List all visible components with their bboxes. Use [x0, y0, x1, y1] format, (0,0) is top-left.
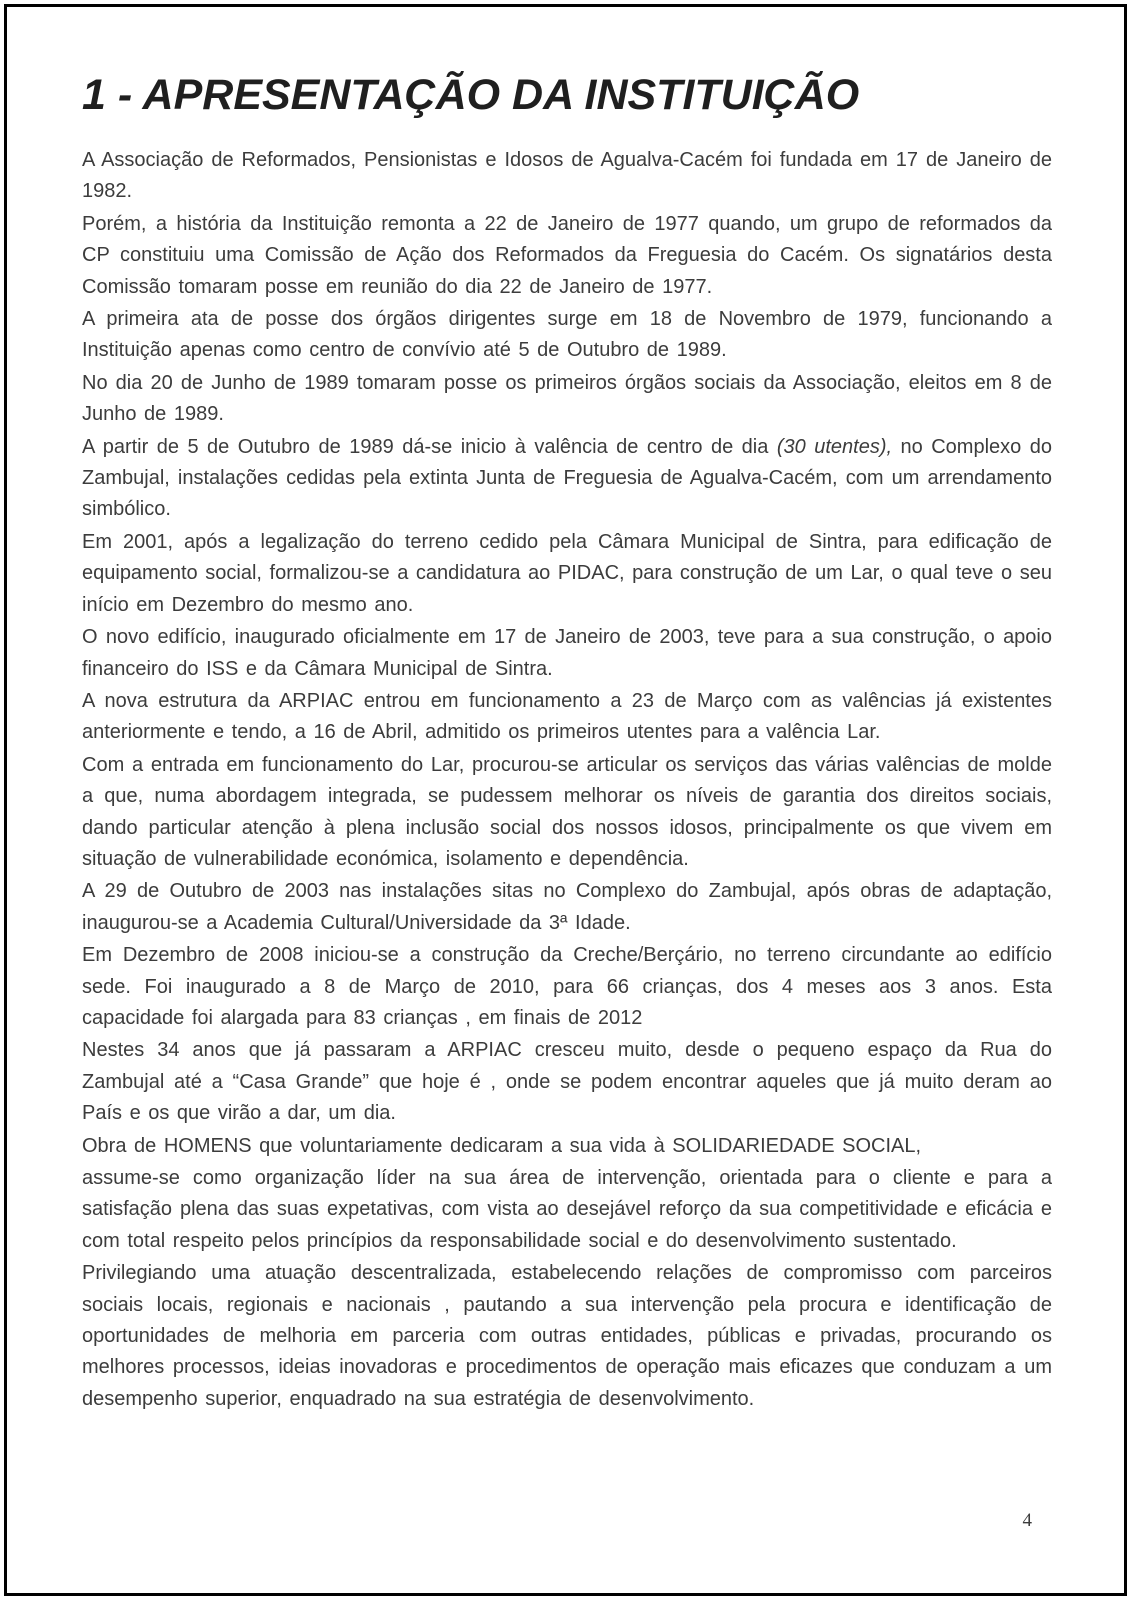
page-number: 4	[1022, 1510, 1032, 1531]
paragraph-centro-de-dia-post: no Complexo do Zambujal, instalações cedidas pela extinta Junta de Freguesia de Agualva-Cacém, com um arrendamento simbólico.	[82, 435, 1052, 521]
paragraph-arpiac-structure: A nova estrutura da ARPIAC entrou em funcionamento a 23 de Março com as valências já existentes anteriormente e tendo, a 16 de Abril, admitido os primeiros utentes para a valência Lar.	[82, 689, 1052, 744]
paragraph-creche: Em Dezembro de 2008 iniciou-se a construção da Creche/Berçário, no terreno circundante ao edifício sede. Foi inaugurado a 8 de Março de 2010, para 66 crianças, dos 4 meses aos 3 anos. Esta capacidade foi alargada para 83 crianças , em finais de 2012	[82, 944, 1052, 1029]
paragraph-centro-de-dia-pre: A partir de 5 de Outubro de 1989 dá-se inicio à valência de centro de dia	[82, 435, 777, 458]
paragraph-first-organs: No dia 20 de Junho de 1989 tomaram posse os primeiros órgãos sociais da Associação, eleitos em 8 de Junho de 1989.	[82, 371, 1052, 426]
paragraph-academia-cultural: A 29 de Outubro de 2003 nas instalações sitas no Complexo do Zambujal, após obras de adaptação, inaugurou-se a Academia Cultural/Universidade da 3ª Idade.	[82, 880, 1052, 934]
paragraph-centro-de-dia-utentes-italic: (30 utentes),	[776, 435, 893, 458]
paragraph-founding: A Associação de Reformados, Pensionistas e Idosos de Agualva-Cacém foi fundada em 17 de Janeiro de 1982.	[82, 149, 1052, 203]
document-page-border	[4, 4, 1127, 1596]
page-title: 1 - APRESENTAÇÃO DA INSTITUIÇÃO	[82, 71, 860, 119]
paragraph-centro-de-dia	[82, 432, 1052, 526]
document-content	[82, 71, 1052, 1416]
paragraph-first-minutes: A primeira ata de posse dos órgãos dirigentes surge em 18 de Novembro de 1979, funcionando a Instituição apenas como centro de convívio até 5 de Outubro de 1989.	[82, 308, 1052, 362]
paragraph-obra-de-homens: Obra de HOMENS que voluntariamente dedicaram a sua vida à SOLIDARIEDADE SOCIAL,	[82, 1134, 922, 1157]
paragraph-new-building: O novo edifício, inaugurado oficialmente em 17 de Janeiro de 2003, teve para a sua construção, o apoio financeiro do ISS e da Câmara Municipal de Sintra.	[82, 626, 1052, 680]
paragraph-2001-pidac: Em 2001, após a legalização do terreno cedido pela Câmara Municipal de Sintra, para edificação de equipamento social, formalizou-se a candidatura ao PIDAC, para construção de um Lar, o qual teve o seu início em Dezembro do mesmo ano.	[82, 530, 1052, 616]
paragraph-history-1977: Porém, a história da Instituição remonta a 22 de Janeiro de 1977 quando, um grupo de reformados da CP constituiu uma Comissão de Ação dos Reformados da Freguesia do Cacém. Os signatários desta Comissão tomaram posse em reunião do dia 22 de Janeiro de 1977.	[82, 212, 1052, 298]
paragraph-34-anos: Nestes 34 anos que já passaram a ARPIAC cresceu muito, desde o pequeno espaço da Rua do Zambujal até a “Casa Grande” que hoje é , onde se podem encontrar aqueles que já muito deram ao País e os que virão a dar, um dia.	[82, 1039, 1052, 1125]
paragraph-organizacao-lider: assume-se como organização líder na sua área de intervenção, orientada para o cliente e para a satisfação plena das suas expetativas, com vista ao desejável reforço da sua competitividade e eficácia e com total respeito pelos princípios da responsabilidade social e do desenvolvimento sustentado.	[82, 1167, 1052, 1252]
paragraph-lar-services: Com a entrada em funcionamento do Lar, procurou-se articular os serviços das várias valências de molde a que, numa abordagem integrada, se pudessem melhorar os níveis de garantia dos direitos sociais, dando particular atenção à plena inclusão social dos nossos idosos, principalmente os que vivem em situação de vulnerabilidade económica, isolamento e dependência.	[82, 753, 1052, 870]
paragraph-atuacao-descentralizada: Privilegiando uma atuação descentralizada, estabelecendo relações de compromisso com parceiros sociais locais, regionais e nacionais , pautando a sua intervenção pela procura e identificação de oportunidades de melhoria em parceria com outras entidades, públicas e privadas, procurando os melhores processos, ideias inovadoras e procedimentos de operação mais eficazes que conduzam a um desempenho superior, enquadrado na sua estratégia de desenvolvimento.	[82, 1262, 1052, 1410]
